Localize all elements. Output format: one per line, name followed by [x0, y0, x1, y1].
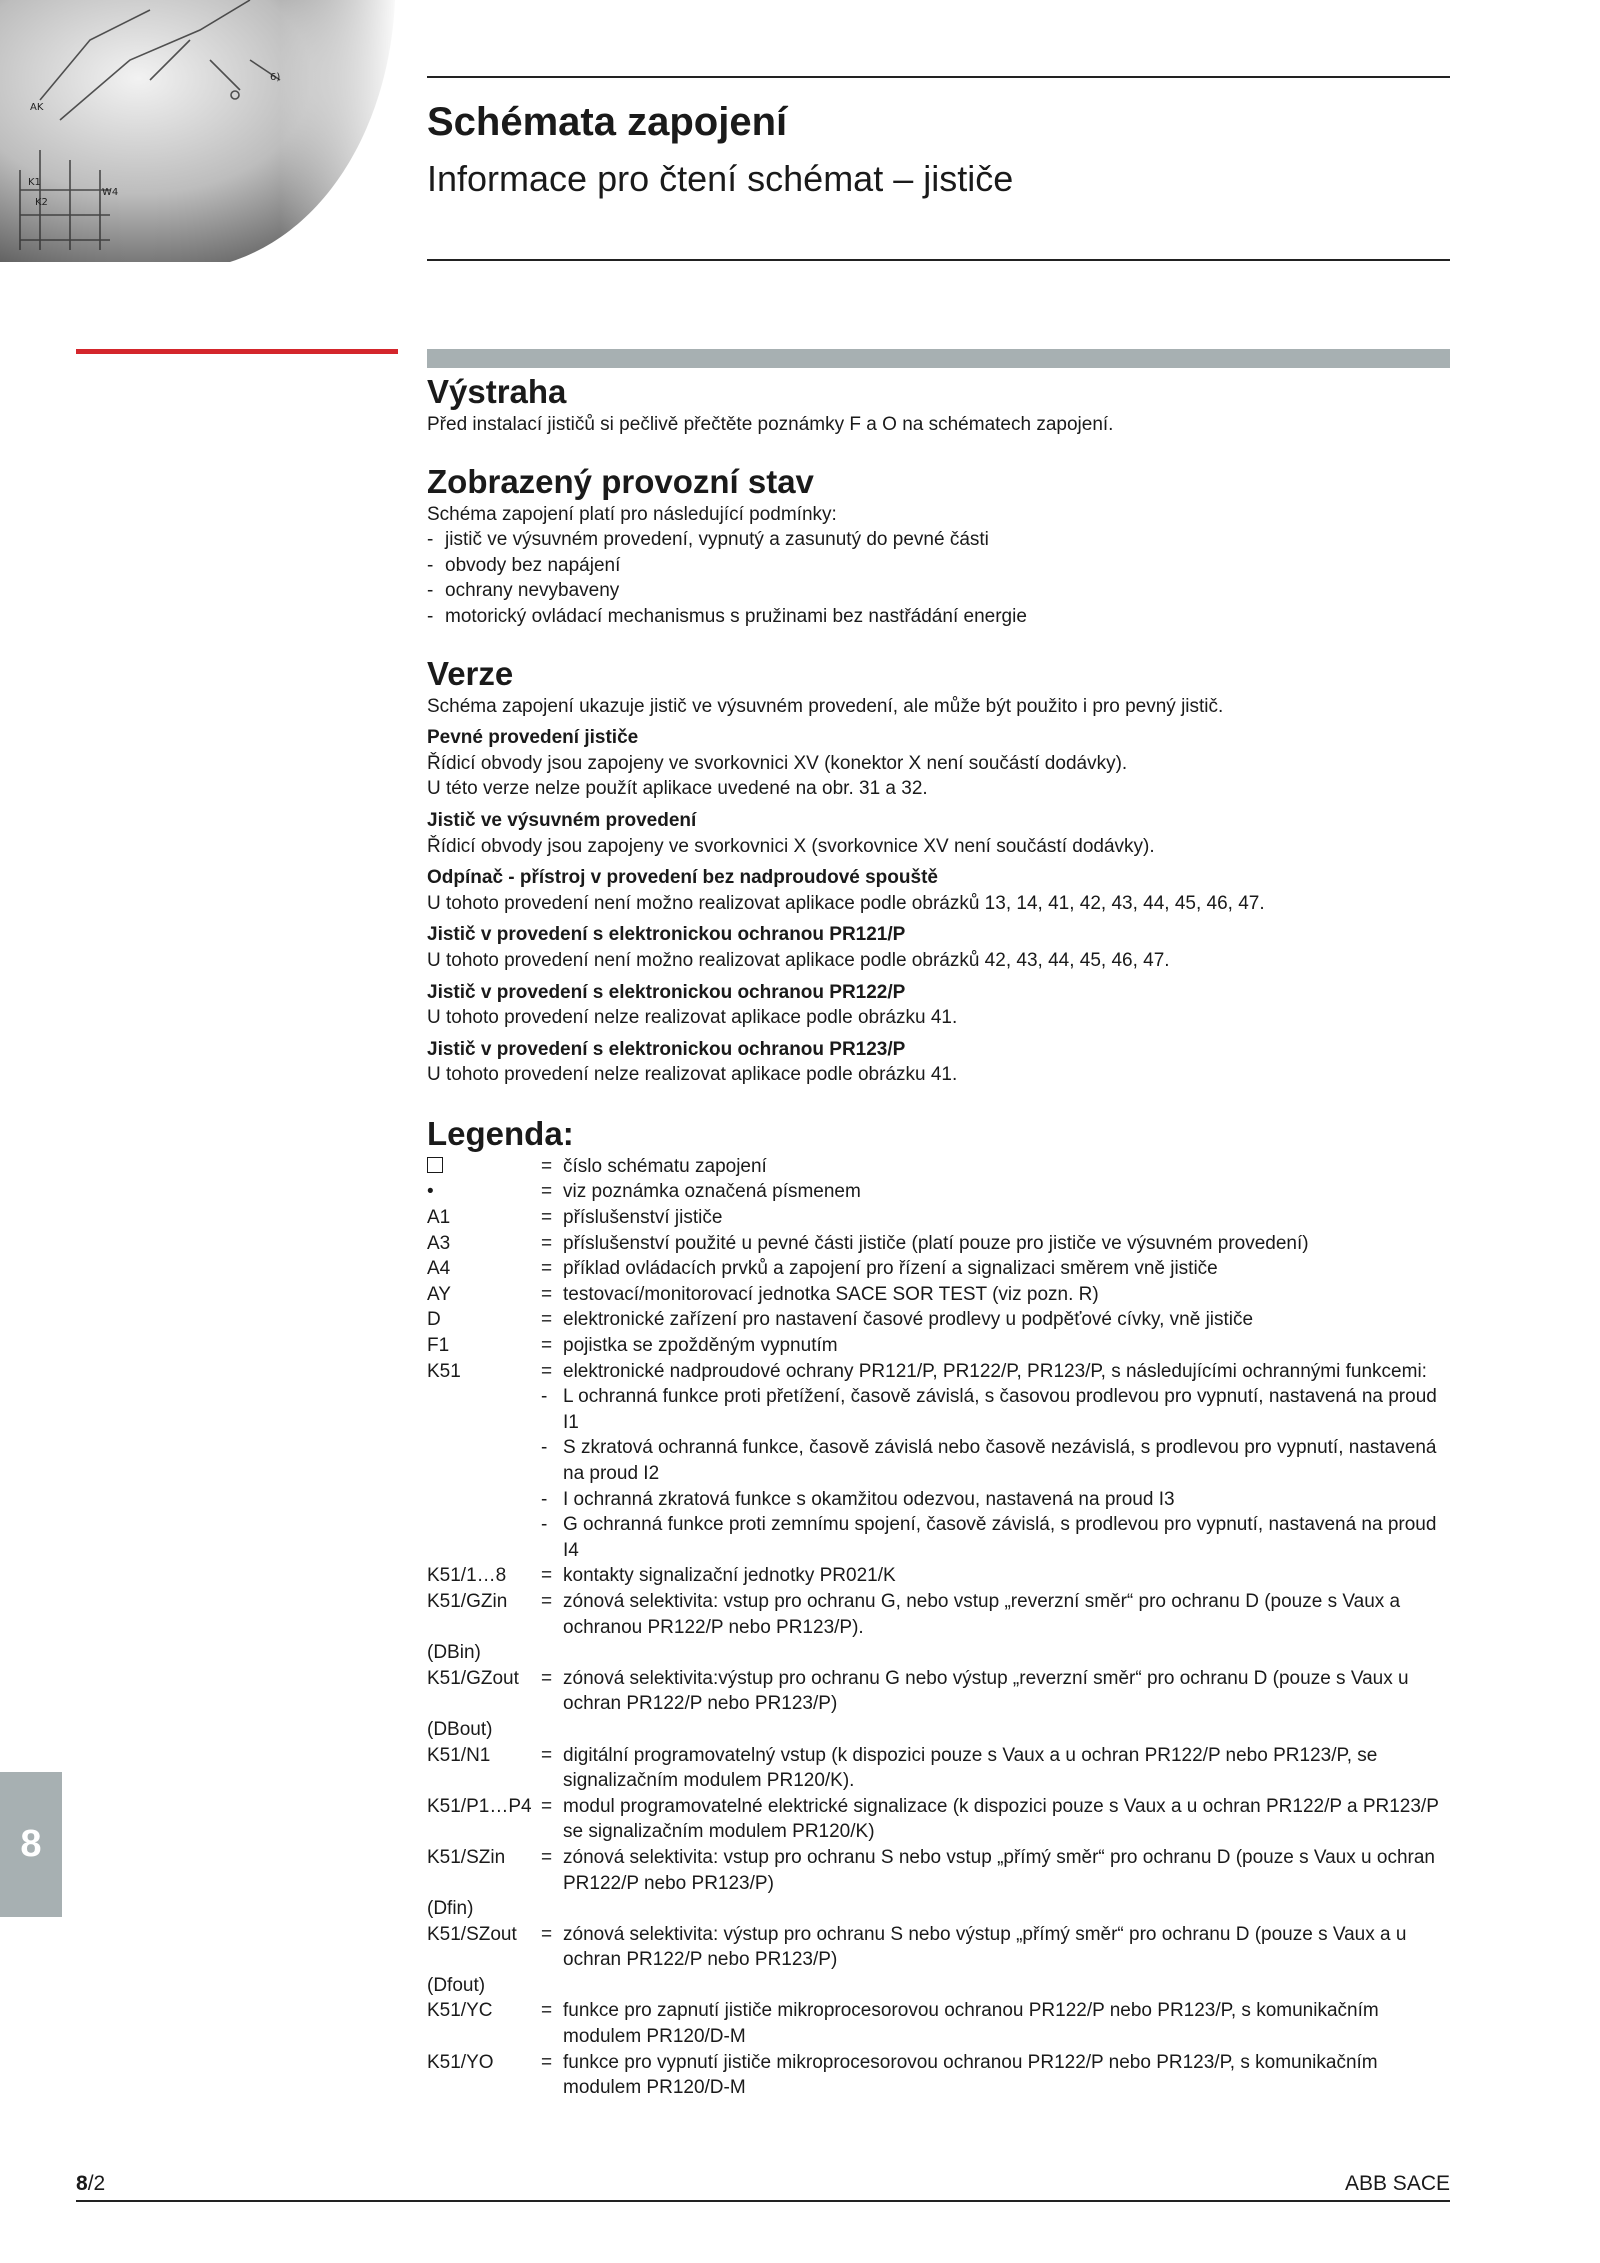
legend-text: kontakty signalizační jednotky PR021/K: [563, 1565, 896, 1587]
legend-text: testovací/monitorovací jednotka SACE SOR TEST (viz pozn. R): [563, 1283, 1099, 1305]
version-block-line: U tohoto provedení nelze realizovat aplikace podle obrázku 41.: [427, 1064, 958, 1086]
version-block-line: U této verze nelze použít aplikace uvedené na obr. 31 a 32.: [427, 778, 928, 800]
list-item: - jistič ve výsuvném provedení, vypnutý a zasunutý do pevné části: [427, 529, 989, 551]
warning-heading: Výstraha: [427, 373, 567, 410]
legend-row: K51/SZout = zónová selektivita: výstup pro ochranu S nebo výstup „přímý směr“ pro ochranu D (pouze s Vaux a u ochran PR122/P nebo PR123/P): [427, 1922, 1450, 1973]
legend-row: = číslo schématu zapojení: [427, 1154, 1450, 1180]
legend-heading: Legenda:: [427, 1114, 574, 1152]
page-title: Schémata zapojení: [427, 100, 788, 144]
legend-row: A3 = příslušenství použité u pevné části jističe (platí pouze pro jističe ve výsuvném provedení): [427, 1231, 1450, 1257]
legend-text: [563, 1717, 1450, 1743]
legend-row: K51/N1 = digitální programovatelný vstup (k dispozici pouze s Vaux a u ochran PR122/P nebo PR123/P, se signalizačním modulem PR120/K).: [427, 1743, 1450, 1794]
list-item: - I ochranná zkratová funkce s okamžitou odezvou, nastavená na proud I3: [541, 1488, 1175, 1510]
legend-text: zónová selektivita:výstup pro ochranu G nebo výstup „reverzní směr“ pro ochranu D (pouze s Vaux u ochran PR122/P nebo PR123/P): [563, 1667, 1409, 1715]
footer-rule: [76, 2200, 1450, 2202]
legend-text: zónová selektivita: vstup pro ochranu G, nebo vstup „reverzní směr“ pro ochranu D (pouze s Vaux a ochranou PR122/P nebo PR123/P).: [563, 1590, 1401, 1638]
version-intro: Schéma zapojení ukazuje jistič ve výsuvném provedení, ale může být použito i pro pevný jistič.: [427, 695, 1224, 717]
legend-text: elektronické nadproudové ochrany PR121/P, PR122/P, PR123/P, s následujícími ochrannými funkcemi:: [563, 1360, 1427, 1382]
version-block-title: Jistič ve výsuvném provedení: [427, 809, 697, 831]
legend-section: [427, 1114, 1450, 2101]
state-section: [427, 462, 1450, 630]
list-item: - obvody bez napájení: [427, 554, 621, 576]
legend-row: A1 = příslušenství jističe: [427, 1205, 1450, 1231]
legend-symbol: (DBin): [427, 1642, 481, 1664]
header-bottom-rule: [427, 259, 1450, 261]
legend-text: zónová selektivita: výstup pro ochranu S nebo výstup „přímý směr“ pro ochranu D (pouze s Vaux a u ochran PR122/P nebo PR123/P): [563, 1923, 1407, 1971]
legend-text: příklad ovládacích prvků a zapojení pro řízení a signalizaci směrem vně jističe: [563, 1258, 1218, 1280]
legend-symbol: A1: [427, 1207, 451, 1229]
header-top-rule: [427, 76, 1450, 78]
legend-symbol: K51/N1: [427, 1744, 491, 1766]
page-subtitle: Informace pro čtení schémat – jističe: [427, 158, 1014, 199]
legend-symbol: D: [427, 1309, 441, 1331]
state-intro: Schéma zapojení platí pro následující podmínky:: [427, 503, 837, 525]
bullet-symbol-icon: •: [427, 1181, 434, 1203]
version-heading: Verze: [427, 654, 514, 692]
legend-row: K51/P1…P4 = modul programovatelné elektrické signalizace (k dispozici pouze s Vaux a u ochran PR122/P a PR123/P se signalizačním modulem PR120/K): [427, 1794, 1450, 1845]
version-block-title: Jistič v provedení s elektronickou ochranou PR123/P: [427, 1038, 906, 1060]
legend-text: [563, 1896, 1450, 1922]
state-heading: Zobrazený provozní stav: [427, 462, 814, 500]
legend-row: [427, 1640, 1450, 1666]
version-block-title: Jistič v provedení s elektronickou ochranou PR122/P: [427, 981, 906, 1003]
legend-text: [563, 1973, 1450, 1999]
legend-symbol: A4: [427, 1258, 451, 1280]
legend-symbol: A3: [427, 1232, 451, 1254]
legend-text: digitální programovatelný vstup (k dispozici pouze s Vaux a u ochran PR122/P nebo PR123/P, se signalizačním modulem PR120/K).: [563, 1744, 1378, 1792]
legend-symbol: (Dfout): [427, 1974, 486, 1996]
chapter-tab: 8: [0, 1772, 62, 1917]
box-symbol-icon: [427, 1157, 443, 1173]
warning-section: [427, 372, 1450, 438]
legend-row: [427, 1717, 1450, 1743]
list-item: - G ochranná funkce proti zemnímu spojení, časově závislá, s prodlevou pro vypnutí, nastavená na proud I4: [541, 1514, 1437, 1561]
legend-symbol: AY: [427, 1283, 451, 1305]
legend-row: [427, 1973, 1450, 1999]
page-number: 8/2: [76, 2172, 106, 2195]
legend-text: elektronické zařízení pro nastavení časové prodlevy u podpěťové cívky, vně jističe: [563, 1309, 1254, 1331]
main-content: [427, 372, 1450, 2101]
legend-text: zónová selektivita: vstup pro ochranu S nebo vstup „přímý směr“ pro ochranu D (pouze s Vaux u ochran PR122/P nebo PR123/P): [563, 1846, 1435, 1894]
legend-text: příslušenství použité u pevné části jističe (platí pouze pro jističe ve výsuvném provedení): [563, 1232, 1309, 1254]
legend-text: příslušenství jističe: [563, 1207, 723, 1229]
legend-symbol: K51/SZin: [427, 1846, 506, 1868]
warning-text: Před instalací jističů si pečlivě přečtěte poznámky F a O na schématech zapojení.: [427, 414, 1114, 435]
legend-symbol: F1: [427, 1335, 450, 1357]
red-accent-bar: [76, 349, 398, 354]
legend-row: K51/GZin = zónová selektivita: vstup pro ochranu G, nebo vstup „reverzní směr“ pro ochranu D (pouze s Vaux a ochranou PR122/P nebo PR123/P).: [427, 1589, 1450, 1640]
version-section: [427, 654, 1450, 1088]
list-item: - motorický ovládací mechanismus s pružinami bez nastřádání energie: [427, 605, 1027, 627]
version-block-title: Jistič v provedení s elektronickou ochranou PR121/P: [427, 924, 906, 946]
version-block-line: U tohoto provedení nelze realizovat aplikace podle obrázku 41.: [427, 1007, 958, 1029]
brand-name: ABB SACE: [1344, 2172, 1450, 2195]
gray-section-bar: [427, 349, 1450, 368]
legend-row: K51/1…8 = kontakty signalizační jednotky PR021/K: [427, 1563, 1450, 1589]
legend-row: [427, 1896, 1450, 1922]
legend-text: modul programovatelné elektrické signalizace (k dispozici pouze s Vaux a u ochran PR122/P a PR123/P se signalizačním modulem PR120/K): [563, 1795, 1439, 1843]
corner-schematic-image: [0, 0, 400, 262]
legend-row: K51 = elektronické nadproudové ochrany PR121/P, PR122/P, PR123/P, s následujícími ochrannými funkcemi:: [427, 1359, 1450, 1385]
legend-row: AY = testovací/monitorovací jednotka SACE SOR TEST (viz pozn. R): [427, 1282, 1450, 1308]
legend-symbol: K51/GZin: [427, 1590, 508, 1612]
list-item: - L ochranná funkce proti přetížení, časově závislá, s časovou prodlevou pro vypnutí, nastavená na proud I1: [541, 1386, 1437, 1433]
legend-row: F1 = pojistka se zpožděným vypnutím: [427, 1333, 1450, 1359]
legend-text: funkce pro zapnutí jističe mikroprocesorovou ochranou PR122/P nebo PR123/P, s komunikačním modulem PR120/D-M: [563, 2000, 1379, 2048]
version-block-line: Řídicí obvody jsou zapojeny ve svorkovnici X (svorkovnice XV není součástí dodávky).: [427, 835, 1155, 857]
legend-row: K51/YO = funkce pro vypnutí jističe mikroprocesorovou ochranou PR122/P nebo PR123/P, s komunikačním modulem PR120/D-M: [427, 2050, 1450, 2101]
version-block-line: Řídicí obvody jsou zapojeny ve svorkovnici XV (konektor X není součástí dodávky).: [427, 752, 1128, 774]
legend-row: K51/YC = funkce pro zapnutí jističe mikroprocesorovou ochranou PR122/P nebo PR123/P, s komunikačním modulem PR120/D-M: [427, 1998, 1450, 2049]
legend-row: D = elektronické zařízení pro nastavení časové prodlevy u podpěťové cívky, vně jističe: [427, 1307, 1450, 1333]
legend-symbol: (DBout): [427, 1718, 493, 1740]
legend-row: A4 = příklad ovládacích prvků a zapojení pro řízení a signalizaci směrem vně jističe: [427, 1256, 1450, 1282]
legend-row: K51/GZout = zónová selektivita:výstup pro ochranu G nebo výstup „reverzní směr“ pro ochranu D (pouze s Vaux u ochran PR122/P nebo PR123/P): [427, 1666, 1450, 1717]
legend-symbol: K51/YO: [427, 2051, 494, 2073]
legend-symbol: K51/P1…P4: [427, 1795, 532, 1817]
legend-text: [563, 1640, 1450, 1666]
legend-symbol: K51/GZout: [427, 1667, 519, 1689]
legend-text: pojistka se zpožděným vypnutím: [563, 1335, 838, 1357]
legend-symbol: K51: [427, 1360, 461, 1382]
legend-symbol: K51/SZout: [427, 1923, 517, 1945]
version-block-line: U tohoto provedení není možno realizovat aplikace podle obrázků 13, 14, 41, 42, 43, 44, 45, 46, 47.: [427, 892, 1265, 914]
version-block-title: Pevné provedení jističe: [427, 727, 639, 749]
version-block-title: Odpínač - přístroj v provedení bez nadproudové spouště: [427, 867, 938, 889]
list-item: - ochrany nevybaveny: [427, 580, 620, 602]
version-block-line: U tohoto provedení není možno realizovat aplikace podle obrázků 42, 43, 44, 45, 46, 47.: [427, 949, 1170, 971]
legend-symbol: (Dfin): [427, 1898, 474, 1920]
legend-row: • = viz poznámka označená písmenem: [427, 1179, 1450, 1205]
list-item: - S zkratová ochranná funkce, časově závislá nebo časově nezávislá, s prodlevou pro vypnutí, nastavená na proud I2: [541, 1437, 1437, 1484]
legend-text: funkce pro vypnutí jističe mikroprocesorovou ochranou PR122/P nebo PR123/P, s komunikačním modulem PR120/D-M: [563, 2051, 1378, 2099]
legend-row: K51/SZin = zónová selektivita: vstup pro ochranu S nebo vstup „přímý směr“ pro ochranu D (pouze s Vaux u ochran PR122/P nebo PR123/P): [427, 1845, 1450, 1896]
legend-symbol: K51/1…8: [427, 1565, 507, 1587]
legend-symbol: K51/YC: [427, 2000, 493, 2022]
